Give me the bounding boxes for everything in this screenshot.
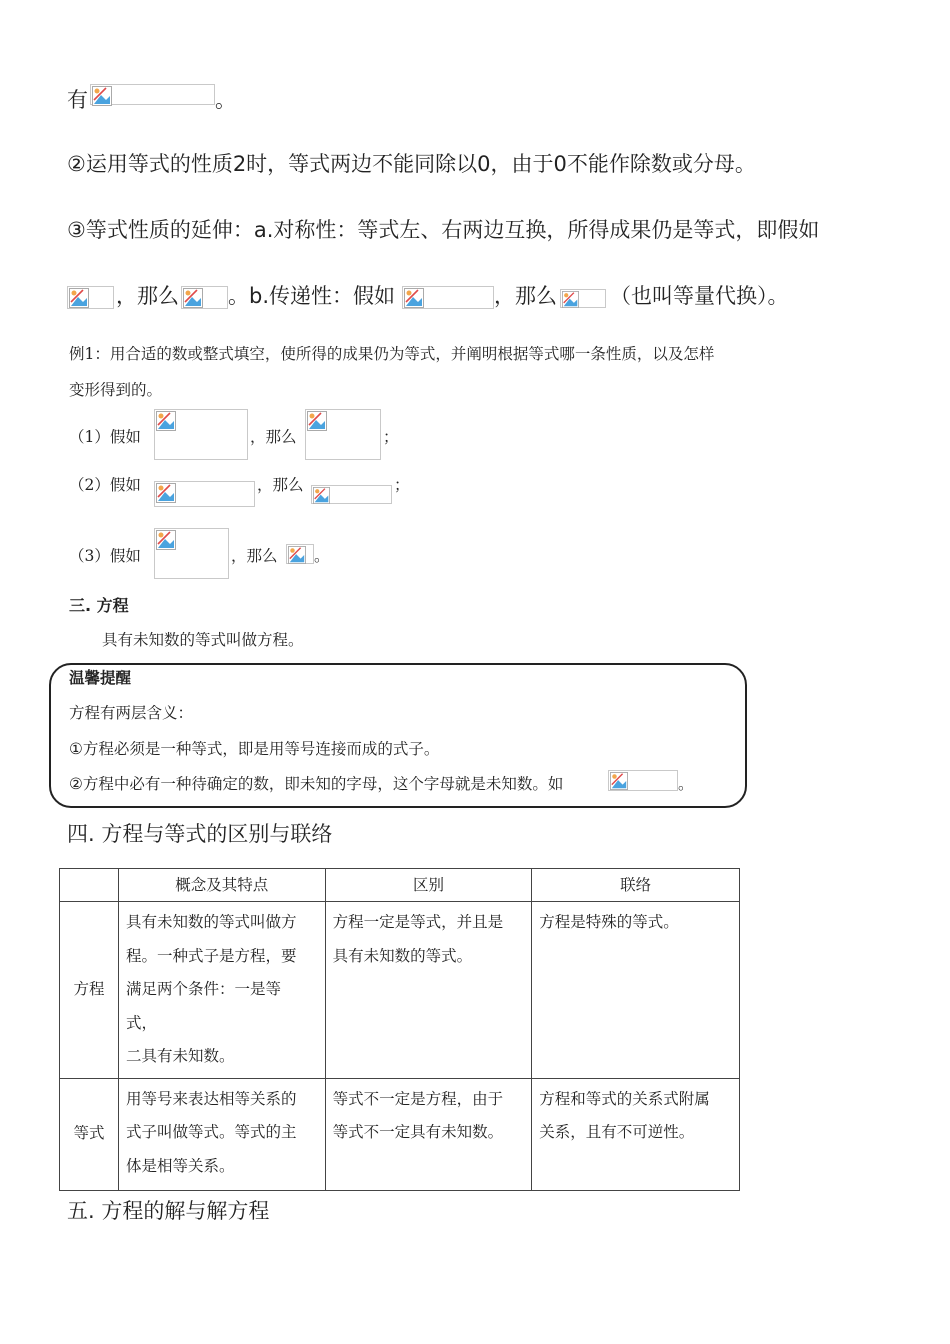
table-header-row bbox=[60, 869, 740, 902]
example-item-sep: ，那么 bbox=[257, 476, 304, 494]
section-5-title: 五. 方程的解与解方程 bbox=[67, 1199, 270, 1223]
cell-line: 具有未知数的等式叫做方 bbox=[125, 913, 297, 931]
formula-image bbox=[402, 286, 494, 309]
broken-image-icon bbox=[156, 411, 176, 431]
cell-line: 关系，且有不可逆性。 bbox=[539, 1123, 695, 1141]
line1-prefix: 有 bbox=[67, 88, 88, 112]
note-3-sep2: ，那么 bbox=[494, 284, 557, 308]
cell-line: 用等号来表达相等关系的 bbox=[125, 1089, 297, 1108]
broken-image-icon bbox=[288, 546, 306, 564]
formula-image bbox=[286, 544, 314, 564]
table-header-cell: 概念及其特点 bbox=[118, 869, 325, 902]
table-cell bbox=[118, 902, 325, 1079]
table-cell bbox=[532, 1078, 740, 1190]
broken-image-icon bbox=[92, 86, 112, 106]
cell-line: 方程和等式的关系式附属 bbox=[539, 1089, 710, 1108]
tip-line2: ①方程必须是一种等式，即是用等号连接而成的式子。 bbox=[69, 740, 440, 758]
example-item-end: ； bbox=[394, 476, 410, 494]
table-header-cell: 联络 bbox=[532, 869, 740, 902]
broken-image-icon bbox=[313, 487, 330, 504]
broken-image-icon bbox=[610, 772, 628, 790]
cell-line: 具有未知数的等式。 bbox=[332, 946, 473, 965]
table-cell bbox=[118, 1078, 325, 1190]
cell-line: 二具有未知数。 bbox=[125, 1047, 235, 1065]
note-3-tail: （也叫等量代换）。 bbox=[610, 284, 789, 308]
note-3-sep1: ，那么 bbox=[116, 284, 179, 308]
formula-image bbox=[154, 409, 248, 460]
example-intro-line2: 变形得到的。 bbox=[69, 381, 163, 399]
cell-line: 式， bbox=[125, 1013, 157, 1032]
note-2: ②运用等式的性质2时，等式两边不能同除以0，由于0不能作除数或分母。 bbox=[67, 152, 756, 176]
example-item-sep: ，那么 bbox=[250, 428, 297, 446]
formula-image bbox=[311, 485, 392, 504]
table-cell bbox=[325, 1078, 532, 1190]
cell-line: 程。一种式子是方程，要 bbox=[125, 946, 297, 965]
broken-image-icon bbox=[156, 530, 176, 550]
table-row-header: 方程 bbox=[60, 902, 119, 1079]
table-row bbox=[60, 1078, 740, 1190]
formula-image bbox=[90, 84, 215, 105]
tip-title: 温馨提醒 bbox=[69, 669, 132, 687]
example-item-end: 。 bbox=[314, 547, 330, 565]
table-cell bbox=[325, 902, 532, 1079]
cell-line: 方程是特殊的等式。 bbox=[539, 913, 679, 931]
example-item-label: （3）假如 bbox=[69, 547, 141, 565]
table-header-cell bbox=[60, 869, 119, 902]
table-row-header: 等式 bbox=[60, 1078, 119, 1190]
example-item-label: （2）假如 bbox=[69, 476, 141, 494]
cell-line: 满足两个条件：一是等 bbox=[125, 980, 281, 998]
table-row bbox=[60, 902, 740, 1079]
broken-image-icon bbox=[156, 483, 176, 503]
broken-image-icon bbox=[307, 411, 327, 431]
formula-image bbox=[181, 286, 228, 309]
example-item-label: （1）假如 bbox=[69, 428, 141, 446]
broken-image-icon bbox=[69, 288, 89, 308]
broken-image-icon bbox=[562, 291, 579, 308]
broken-image-icon bbox=[183, 288, 203, 308]
table-cell bbox=[532, 902, 740, 1079]
comparison-table bbox=[59, 868, 740, 1191]
tip-line3-end: 。 bbox=[678, 775, 694, 793]
formula-image bbox=[305, 409, 381, 460]
section-4-title: 四. 方程与等式的区别与联络 bbox=[67, 822, 333, 846]
formula-image bbox=[608, 770, 678, 791]
broken-image-icon bbox=[404, 288, 424, 308]
example-item-end: ； bbox=[383, 428, 399, 446]
formula-image bbox=[560, 289, 606, 308]
formula-image bbox=[154, 481, 255, 507]
section-3-title: 三. 方程 bbox=[69, 596, 129, 615]
cell-line: 体是相等关系。 bbox=[125, 1156, 235, 1175]
example-intro-line1: 例1：用合适的数或整式填空，使所得的成果仍为等式，并阐明根据等式哪一条性质，以及怎样 bbox=[69, 345, 715, 363]
table-header-cell: 区别 bbox=[325, 869, 532, 902]
line1-suffix: 。 bbox=[215, 88, 236, 112]
example-item-sep: ，那么 bbox=[231, 547, 278, 565]
tip-line3: ②方程中必有一种待确定的数，即未知的字母，这个字母就是未知数。如 bbox=[69, 775, 564, 793]
formula-image bbox=[154, 528, 229, 579]
cell-line: 式子叫做等式。等式的主 bbox=[125, 1123, 297, 1141]
note-3-mid: 。b.传递性：假如 bbox=[228, 284, 396, 308]
cell-line: 等式不一定具有未知数。 bbox=[332, 1123, 504, 1141]
note-3-text: ③等式性质的延伸：a.对称性：等式左、右两边互换，所得成果仍是等式，即假如 bbox=[67, 218, 820, 242]
section-3-body: 具有未知数的等式叫做方程。 bbox=[102, 631, 304, 649]
formula-image bbox=[67, 286, 114, 309]
tip-line1: 方程有两层含义： bbox=[69, 704, 194, 722]
cell-line: 等式不一定是方程，由于 bbox=[332, 1089, 504, 1108]
cell-line: 方程一定是等式，并且是 bbox=[332, 913, 504, 931]
